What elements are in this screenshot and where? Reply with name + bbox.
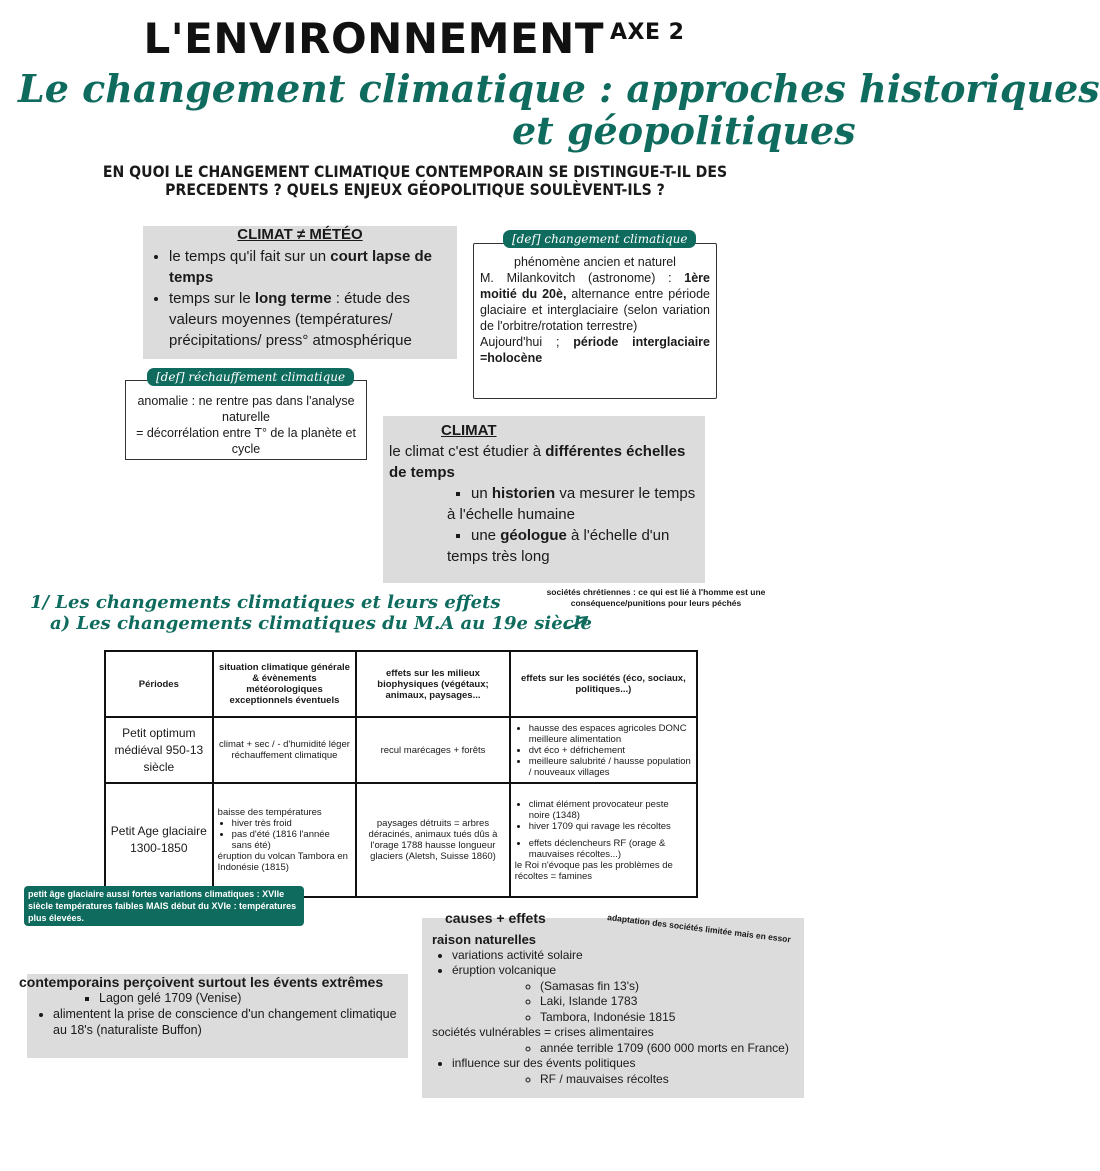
cell-milieux: paysages détruits = arbres déracinés, animaux tués dûs à l'orage 1788 hausse longueur glaciers (Aletsh, Suisse 1860) (356, 783, 509, 897)
contemporains-title: contemporains perçoivent surtout les évents extrêmes (19, 974, 384, 990)
climat-title: CLIMAT (441, 422, 497, 439)
causes-box (422, 918, 804, 1098)
cell-climat (213, 783, 357, 897)
climat-line: temps très long (447, 548, 550, 565)
text: le climat c'est étudier à (389, 443, 546, 460)
causes-vulnerables: sociétés vulnérables = crises alimentaires (432, 1025, 654, 1039)
climate-table (104, 650, 698, 898)
subtitle-line-1: Le changement climatique : approches historiques (18, 66, 1100, 111)
list-item: • hausse des espaces agricoles DONC meilleure alimentation (529, 723, 692, 745)
subtitle-line-2: et géopolitiques (512, 108, 856, 153)
arrow-icon (562, 613, 592, 633)
contemporains-box (19, 974, 408, 1058)
cell-milieux: recul marécages + forêts (356, 717, 509, 783)
def-line: phénomène ancien et naturel (514, 255, 676, 269)
def-changement-box (473, 243, 717, 399)
list-item: • effets déclencheurs RF (orage & mauvaises récoltes...) (529, 838, 692, 860)
list-item: • influence sur des évents politiques (452, 1056, 794, 1072)
list-item: ◦ année terrible 1709 (600 000 morts en France) (540, 1041, 794, 1057)
text: alternance entre période glaciaire et interglaciaire (selon variation de l'orbitre/rotation terrestre) (480, 287, 710, 333)
text: va mesurer le temps (555, 485, 696, 502)
def-line: anomalie : ne rentre pas dans l'analyse naturelle (137, 394, 355, 424)
text: une (471, 527, 501, 544)
causes-title: causes + effets (445, 910, 546, 926)
causes-raison: raison naturelles (432, 932, 537, 947)
climat-line (389, 441, 699, 483)
text-bold: long terme (254, 290, 332, 307)
text: le temps qu'il fait sur un (169, 248, 331, 265)
list-item: • meilleure salubrité / hausse population / nouveaux villages (529, 756, 692, 778)
climat-meteo-list (143, 246, 457, 351)
def-line: = décorrélation entre T° de la planète et cycle (136, 426, 356, 456)
list-item: ◦ (Samasas fin 13's) (540, 979, 794, 995)
text: temps sur le (169, 290, 255, 307)
text: baisse des températures (217, 807, 322, 818)
cell-societes (510, 783, 697, 897)
list-item (169, 246, 457, 288)
text-bold: période interglaciaire =holocène (480, 335, 710, 365)
climat-list-1 (389, 483, 699, 504)
main-question: EN QUOI LE CHANGEMENT CLIMATIQUE CONTEMPORAIN SE DISTINGUE-T-IL DES PRECEDENTS ? QUELS ENJEUX GÉOPOLITIQUE SOULÈVENT-ILS ? (102, 162, 728, 199)
climat-box (383, 416, 705, 583)
text: éruption du volcan Tambora en Indonésie (1815) (217, 851, 348, 873)
list-item (471, 483, 699, 504)
table-row (105, 783, 697, 897)
def-line (480, 270, 710, 334)
header-milieux: effets sur les milieux biophysiques (végétaux; animaux, paysages... (356, 651, 509, 717)
list-item: • hiver 1709 qui ravage les récoltes (529, 821, 692, 832)
note-petit-age-glaciaire: petit âge glaciaire aussi fortes variations climatiques : XVIIe siècle températures faibles MAIS début du XVIe : températures plus élevées. (24, 886, 304, 926)
climat-meteo-box (143, 226, 457, 359)
contemporains-sublist (27, 990, 408, 1006)
list-item: • alimentent la prise de conscience d'un changement climatique au 18's (naturaliste Buffon) (53, 1006, 408, 1038)
def-line (480, 334, 710, 366)
page-title (0, 14, 828, 63)
text: : étude des valeurs moyennes (températures/ précipitations/ press° atmosphérique (169, 290, 412, 349)
causes-list-2 (432, 1056, 794, 1072)
climat-meteo-title: CLIMAT ≠ MÉTÉO (237, 226, 363, 243)
contemporains-list (27, 1006, 408, 1038)
list-item (169, 288, 457, 351)
list-item: • dvt éco + défrichement (529, 745, 692, 756)
text: un (471, 485, 492, 502)
text-bold: historien (491, 485, 556, 502)
section-heading-1: 1/ Les changements climatiques et leurs effets (30, 592, 501, 613)
politique-list (432, 1072, 794, 1088)
list-item: • variations activité solaire (452, 948, 794, 964)
list-item: • climat élément provocateur peste noire (1348) (529, 799, 692, 821)
section-heading-2: a) Les changements climatiques du M.A au 19e siècle (50, 613, 592, 634)
list-item: • éruption volcanique (452, 963, 794, 979)
title-text: L'ENVIRONNEMENT (143, 14, 604, 63)
cell-period: Petit Age glaciaire 1300-1850 (105, 783, 213, 897)
text: à l'échelle d'un (566, 527, 670, 544)
text-bold: 1ère moitié du 20è, (480, 271, 710, 301)
text: M. Milankovitch (astronome) : (480, 271, 685, 285)
note-societes-chretiennes: sociétés chrétiennes : ce qui est lié à l'homme est une conséquence/punitions pour leurs péchés (546, 587, 766, 608)
list-item: ◦ RF / mauvaises récoltes (540, 1072, 794, 1088)
list-item: ▪ Lagon gelé 1709 (Venise) (99, 990, 408, 1006)
crises-list (432, 1041, 794, 1057)
list-item: • hiver très froid (232, 818, 352, 829)
def-rechauffement-tag: [def] réchauffement climatique (147, 368, 354, 386)
cell-period: Petit optimum médiéval 950-13 siècle (105, 717, 213, 783)
list-item: ◦ Laki, Islande 1783 (540, 994, 794, 1010)
list-item: ◦ Tambora, Indonésie 1815 (540, 1010, 794, 1026)
list-item (471, 525, 699, 546)
list-item: • pas d'été (1816 l'année sans été) (232, 829, 352, 851)
header-societes: effets sur les sociétés (éco, sociaux, politiques...) (510, 651, 697, 717)
text-bold: géologue (500, 527, 567, 544)
text: Aujourd'hui ; (480, 335, 574, 349)
note-adaptation: adaptation des sociétés limitée mais en essor (606, 912, 792, 945)
table-header-row (105, 651, 697, 717)
def-changement-tag: [def] changement climatique (503, 230, 696, 248)
cell-societes (510, 717, 697, 783)
text: le Roi n'évoque pas les problèmes de récoltes = famines (514, 859, 673, 882)
causes-list (432, 948, 794, 979)
text-bold: court lapse de temps (169, 248, 432, 286)
table-row (105, 717, 697, 783)
header-periodes: Périodes (105, 651, 213, 717)
cell-climat: climat + sec / - d'humidité léger réchauffement climatique (213, 717, 357, 783)
axe-label: AXE 2 (609, 20, 685, 45)
text-bold: différentes échelles de temps (389, 443, 686, 481)
climat-line: à l'échelle humaine (447, 506, 575, 523)
climat-list-2 (389, 525, 699, 546)
header-situation: situation climatique générale & évènements météorologiques exceptionnels éventuels (213, 651, 357, 717)
def-rechauffement-box (125, 380, 367, 460)
volcano-list (432, 979, 794, 1026)
